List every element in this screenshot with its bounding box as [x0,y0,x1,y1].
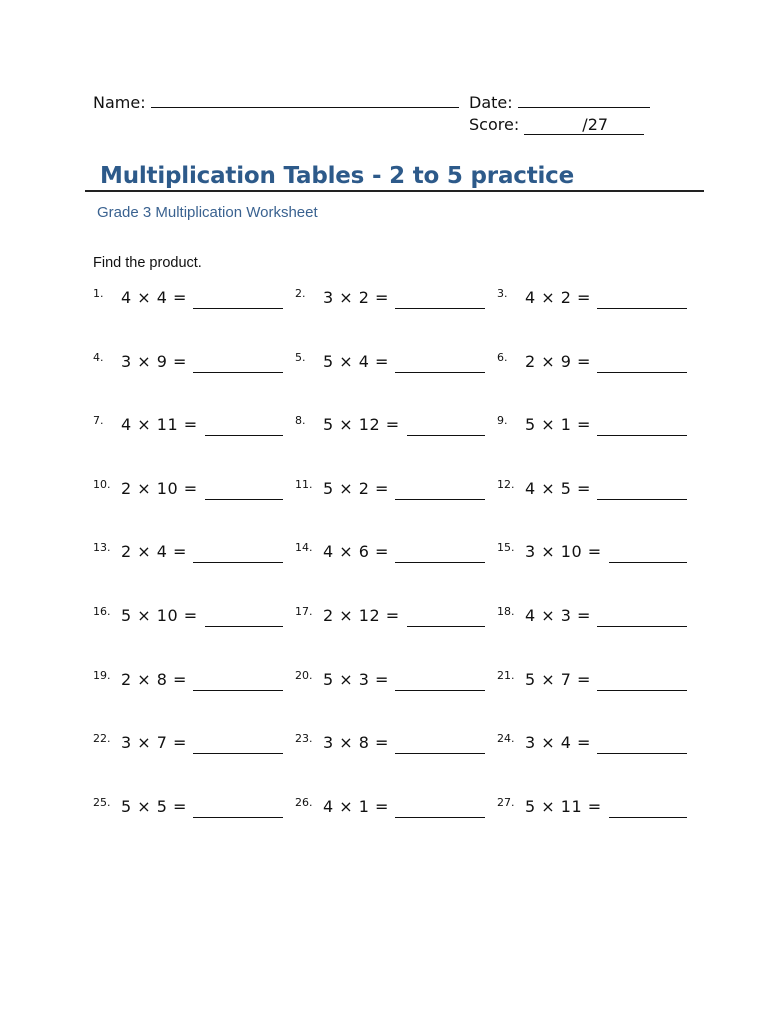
problem-expression: 5 × 7 = [525,669,591,689]
instructions-text: Find the product. [93,255,202,271]
answer-blank[interactable] [597,690,687,691]
problem-item [295,665,495,695]
answer-blank[interactable] [205,626,283,627]
problem-number: 9. [497,414,508,428]
problem-item [497,601,697,631]
answer-blank[interactable] [395,690,485,691]
problem-item [93,601,293,631]
answer-blank[interactable] [597,753,687,754]
score-label: Score: [469,115,520,134]
answer-blank[interactable] [193,817,283,818]
title-divider [85,190,704,192]
problem-expression: 5 × 5 = [121,796,187,816]
name-field-row [93,90,459,112]
problem-number: 6. [497,350,508,364]
problem-item [497,283,697,313]
problem-number: 11. [295,477,313,491]
problem-number: 3. [497,287,508,300]
problem-expression: 5 × 2 = [323,478,389,498]
date-field-row [469,90,650,112]
answer-blank[interactable] [395,499,485,500]
problem-item [295,347,495,377]
answer-blank[interactable] [395,372,485,373]
problem-number: 18. [497,605,515,618]
problem-item [497,665,697,695]
score-field-row [469,115,644,135]
problem-item [93,792,293,822]
problem-expression: 2 × 4 = [121,542,187,562]
answer-blank[interactable] [205,435,283,436]
problem-number: 23. [295,732,313,746]
problem-item [295,792,495,822]
answer-blank[interactable] [597,626,687,627]
answer-blank[interactable] [395,308,485,309]
problem-item [497,728,697,758]
problem-item [295,601,495,631]
problem-item [93,665,293,695]
problem-item [93,347,293,377]
problem-item [295,537,495,567]
problem-expression: 2 × 9 = [525,351,591,371]
problem-number: 14. [295,541,313,555]
answer-blank[interactable] [407,435,485,436]
answer-blank[interactable] [205,499,283,500]
answer-blank[interactable] [193,372,283,373]
problem-expression: 3 × 8 = [323,733,389,753]
worksheet-title: Multiplication Tables - 2 to 5 practice [100,163,575,189]
problem-number: 19. [93,668,111,682]
problem-number: 5. [295,350,306,364]
problem-expression: 2 × 8 = [121,669,187,689]
problem-item [497,792,697,822]
score-total: /27 [582,115,609,134]
problem-number: 26. [295,795,313,809]
problem-item [497,474,697,504]
answer-blank[interactable] [597,372,687,373]
problem-grid [93,283,703,843]
worksheet-subtitle: Grade 3 Multiplication Worksheet [97,204,318,221]
problem-item [295,474,495,504]
score-input-line[interactable] [524,115,644,135]
problem-number: 22. [93,732,111,746]
problem-number: 7. [93,414,104,428]
problem-expression: 4 × 11 = [121,415,198,435]
date-label: Date: [469,93,513,112]
answer-blank[interactable] [395,817,485,818]
problem-number: 15. [497,541,515,555]
problem-number: 27. [497,795,515,809]
answer-blank[interactable] [193,562,283,563]
problem-number: 13. [93,541,111,555]
answer-blank[interactable] [395,562,485,563]
answer-blank[interactable] [609,817,687,818]
answer-blank[interactable] [395,753,485,754]
answer-blank[interactable] [609,562,687,563]
problem-number: 4. [93,350,104,364]
problem-number: 24. [497,732,515,746]
problem-expression: 2 × 10 = [121,478,198,498]
problem-item [295,728,495,758]
problem-number: 20. [295,668,313,682]
problem-expression: 5 × 11 = [525,796,602,816]
problem-expression: 4 × 4 = [121,288,187,307]
problem-number: 16. [93,605,111,618]
answer-blank[interactable] [193,308,283,309]
problem-item [295,283,495,313]
problem-expression: 4 × 6 = [323,542,389,562]
problem-expression: 3 × 4 = [525,733,591,753]
answer-blank[interactable] [407,626,485,627]
problem-item [497,410,697,440]
problem-item [497,537,697,567]
name-input-line[interactable] [151,90,459,108]
problem-number: 25. [93,795,111,809]
problem-item [93,410,293,440]
problem-expression: 4 × 2 = [525,288,591,307]
answer-blank[interactable] [193,690,283,691]
problem-expression: 3 × 7 = [121,733,187,753]
problem-expression: 4 × 5 = [525,478,591,498]
problem-item [497,347,697,377]
problem-item [93,474,293,504]
problem-number: 8. [295,414,306,428]
problem-expression: 2 × 12 = [323,606,400,625]
problem-expression: 4 × 1 = [323,796,389,816]
answer-blank[interactable] [597,308,687,309]
problem-number: 17. [295,605,313,618]
problem-number: 10. [93,477,111,491]
problem-number: 2. [295,287,306,300]
answer-blank[interactable] [597,435,687,436]
answer-blank[interactable] [597,499,687,500]
problem-item [295,410,495,440]
name-label: Name: [93,93,146,112]
problem-expression: 3 × 2 = [323,288,389,307]
problem-expression: 5 × 10 = [121,606,198,625]
problem-expression: 5 × 3 = [323,669,389,689]
date-input-line[interactable] [518,90,650,108]
problem-expression: 4 × 3 = [525,606,591,625]
problem-expression: 3 × 10 = [525,542,602,562]
answer-blank[interactable] [193,753,283,754]
problem-number: 21. [497,668,515,682]
problem-number: 12. [497,477,515,491]
problem-expression: 5 × 4 = [323,351,389,371]
problem-item [93,537,293,567]
problem-item [93,283,293,313]
problem-expression: 5 × 1 = [525,415,591,435]
problem-item [93,728,293,758]
problem-expression: 3 × 9 = [121,351,187,371]
problem-expression: 5 × 12 = [323,415,400,435]
problem-number: 1. [93,287,104,300]
